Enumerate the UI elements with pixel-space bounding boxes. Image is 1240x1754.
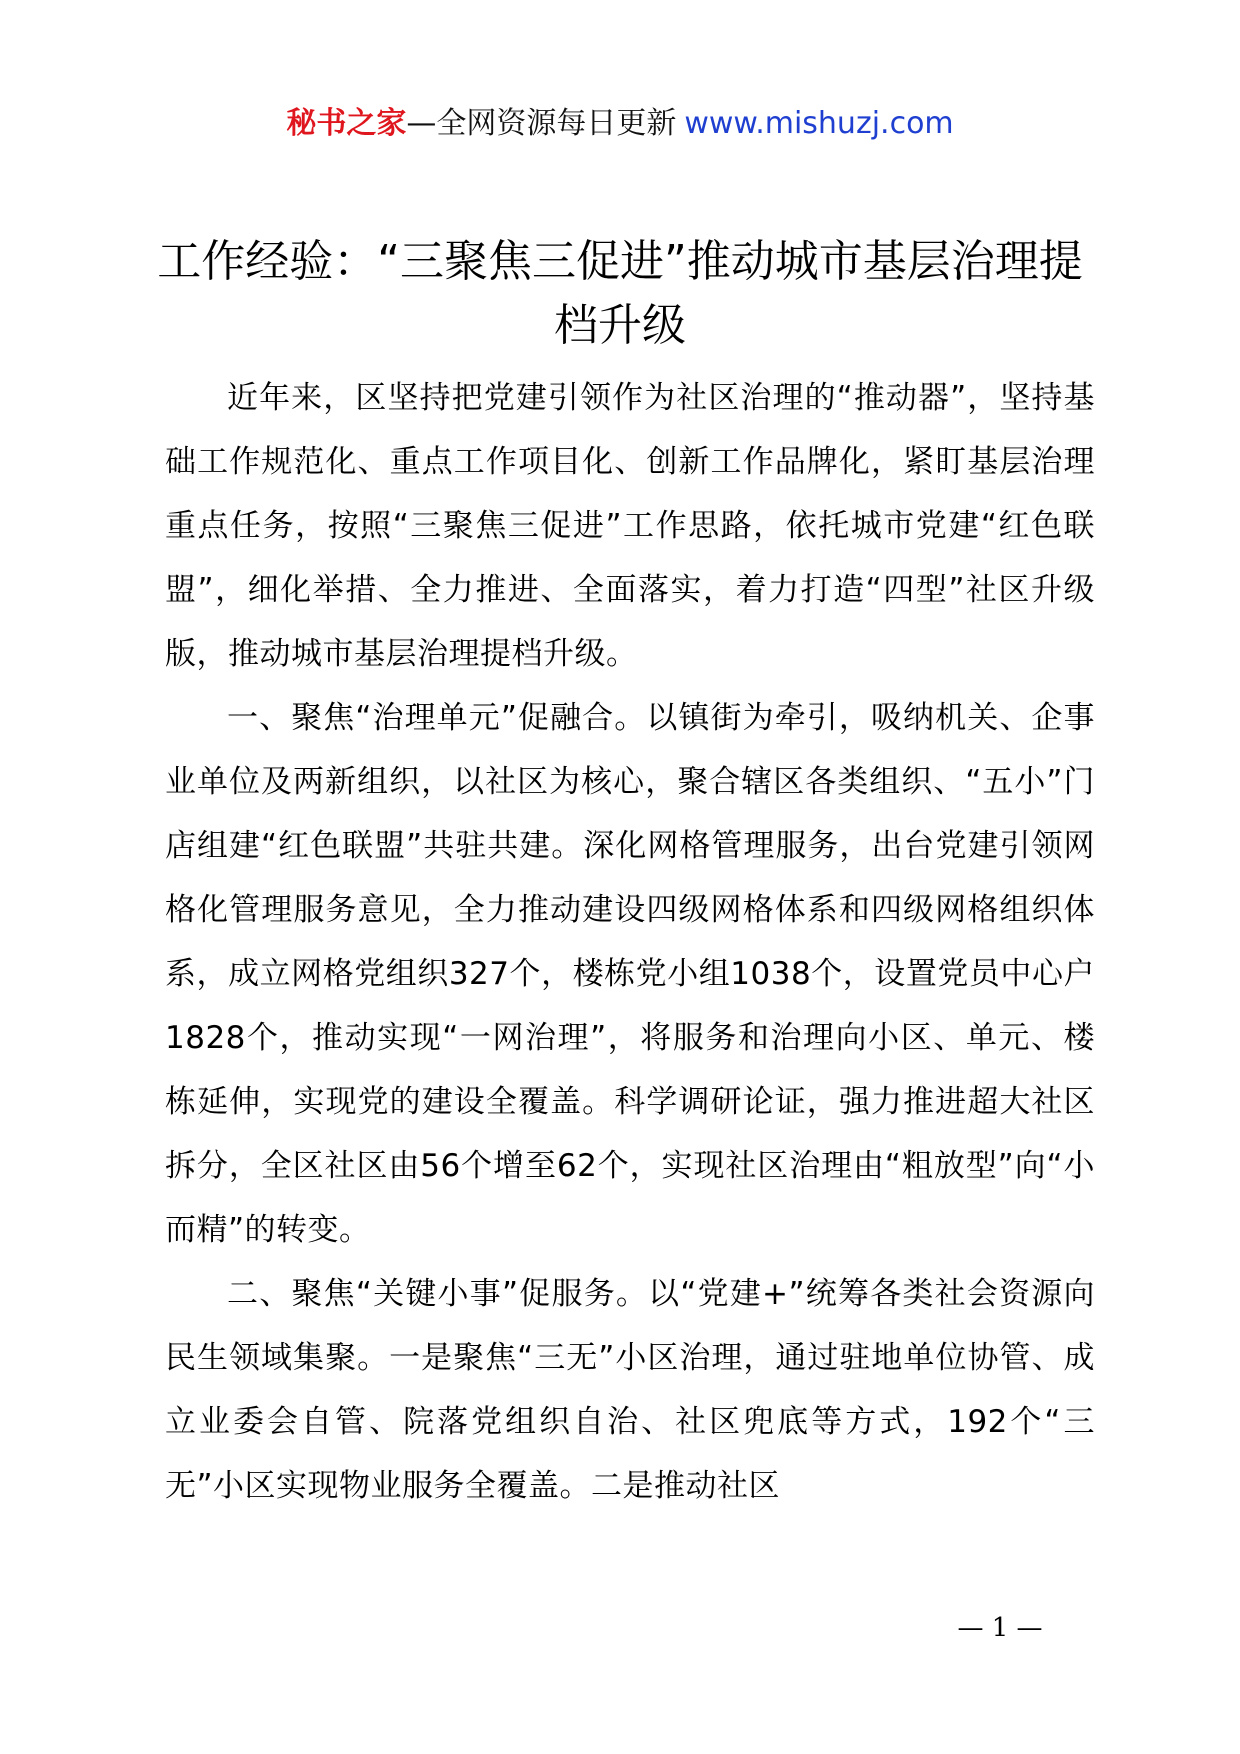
document-body [165, 366, 1095, 1518]
header-url-link[interactable]: www.mishuzj.com [684, 106, 954, 141]
paragraph-section-one: 一、聚焦“治理单元”促融合。以镇街为牵引，吸纳机关、企事业单位及两新组织，以社区为核心，聚合辖区各类组织、“五小”门店组建“红色联盟”共驻共建。深化网格管理服务，出台党建引领网格化管理服务意见，全力推动建设四级网格体系和四级网格组织体系，成立网格党组织327个，楼栋党小组1038个，设置党员中心户1828个，推动实现“一网治理”，将服务和治理向小区、单元、楼栋延伸，实现党的建设全覆盖。科学调研论证，强力推进超大社区拆分，全区社区由56个增至62个，实现社区治理由“粗放型”向“小而精”的转变。 [165, 700, 1095, 1248]
page-number: — 1 — [957, 1613, 1043, 1643]
header-slogan: 全网资源每日更新 [436, 106, 677, 141]
header-brand: 秘书之家 [286, 106, 407, 141]
header-banner [0, 102, 1240, 146]
paragraph-intro: 近年来，区坚持把党建引领作为社区治理的“推动器”，坚持基础工作规范化、重点工作项目化、创新工作品牌化，紧盯基层治理重点任务，按照“三聚焦三促进”工作思路，依托城市党建“红色联盟”，细化举措、全力推进、全面落实，着力打造“四型”社区升级版，推动城市基层治理提档升级。 [165, 380, 1095, 672]
header-separator: — [406, 106, 437, 141]
document-title: 工作经验：“三聚焦三促进”推动城市基层治理提档升级 [157, 236, 1083, 351]
paragraph-section-two: 二、聚焦“关键小事”促服务。以“党建+”统筹各类社会资源向民生领域集聚。一是聚焦“三无”小区治理，通过驻地单位协管、成立业委会自管、院落党组织自治、社区兜底等方式，192个“三无”小区实现物业服务全覆盖。二是推动社区 [165, 1276, 1095, 1504]
